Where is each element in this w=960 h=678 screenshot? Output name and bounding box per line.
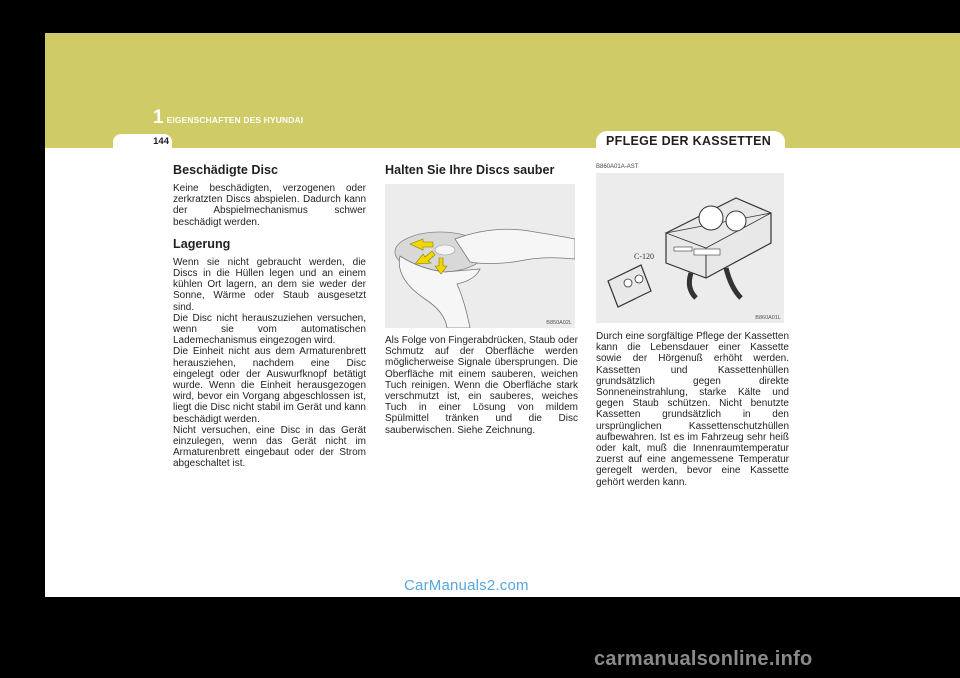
page-number: 144 (153, 136, 169, 147)
column-1 (173, 163, 366, 470)
image-code: B850A02L (546, 320, 572, 326)
manual-page (45, 33, 960, 597)
cassette-label: C-120 (634, 252, 654, 261)
page-number-tab (113, 134, 172, 149)
paragraph-no-pull: Die Disc nicht herauszuziehen versuchen, wenn sie vom automatischen Lademechanismus eingezogen wird. (173, 312, 366, 347)
chapter-number: 1 (153, 107, 164, 128)
heading-keep-clean: Halten Sie Ihre Discs sauber (385, 163, 555, 177)
chapter-header (153, 109, 303, 127)
header-band (45, 33, 960, 148)
paragraph-unit-removal: Die Einheit nicht aus dem Armaturenbrett herausziehen, nachdem eine Disc eingelegt oder der Auswurfknopf betätigt wurde. Wenn die Einheit herausgezogen wird, bevor ein Vorgang abgeschlossen ist, liegt die Disc nicht stabil im Gerät und kann beschädigt werden. (173, 346, 366, 425)
chapter-title: EIGENSCHAFTEN DES HYUNDAI (166, 115, 304, 125)
heading-damaged-disc: Beschädigte Disc (173, 163, 278, 177)
disc-cleaning-illustration-icon (385, 184, 575, 328)
heading-storage: Lagerung (173, 236, 231, 251)
paragraph-storage: Wenn sie nicht gebraucht werden, die Discs in die Hüllen legen und an einem kühlen Ort lagern, an dem sie weder der Sonne, Wärme oder Staub ausgesetzt sind. (173, 256, 366, 313)
image-code: B860A01L (755, 315, 781, 321)
column-3-text (596, 331, 789, 488)
paragraph-no-insert: Nicht versuchen, eine Disc in das Gerät einzulegen, wenn das Gerät nicht im Armaturenbrett eingebaut oder der Strom abgeschaltet ist. (173, 424, 366, 470)
paragraph-cassette-care: Durch eine sorgfältige Pflege der Kassetten kann die Lebensdauer einer Kassette sowie der Hörgenuß erhöht werden. Kassetten und Kassettenhüllen grundsätzlich gegen direkte Sonneneinstrahlung, starke Kälte und gegen Staub schützen. Nicht benutzte Kassetten grundsätzlich in den ursprünglichen Kassettenschutzhüllen aufbewahren. Ist es im Fahrzeug sehr heiß oder kalt, muß die Innenraumtemperatur zuerst auf eine angemessene Temperatur geregelt werden, bevor eine Kassette gehört werden kann. (596, 331, 789, 488)
cassette-image (596, 173, 784, 323)
watermark-site[interactable]: carmanualsonline.info (594, 648, 813, 670)
disc-cleaning-image (385, 184, 575, 328)
section-title: PFLEGE DER KASSETTEN (606, 134, 772, 148)
paragraph-damaged-disc: Keine beschädigten, verzogenen oder zerkratzten Discs abspielen. Dadurch kann der Abspielmechanismus schwer beschädigt werden. (173, 183, 366, 228)
column-2 (385, 163, 578, 178)
watermark-carmanuals[interactable]: CarManuals2.com (404, 577, 529, 594)
column-2-text (385, 335, 578, 436)
cassette-player-illustration-icon (596, 173, 784, 323)
section-tab (596, 131, 785, 149)
paragraph-keep-clean: Als Folge von Fingerabdrücken, Staub oder Schmutz auf der Oberfläche werden möglicherweise Signale übersprungen. Die Oberfläche mit einem sauberen, weichen Tuch reinigen. Wenn die Oberfläche stark verschmutzt ist, ein sauberes, weiches Tuch in einer Lösung von mildem Spülmittel tränken und die Disc sauberwischen. Siehe Zeichnung. (385, 335, 578, 436)
reference-code: B860A01A-AST (596, 164, 639, 170)
